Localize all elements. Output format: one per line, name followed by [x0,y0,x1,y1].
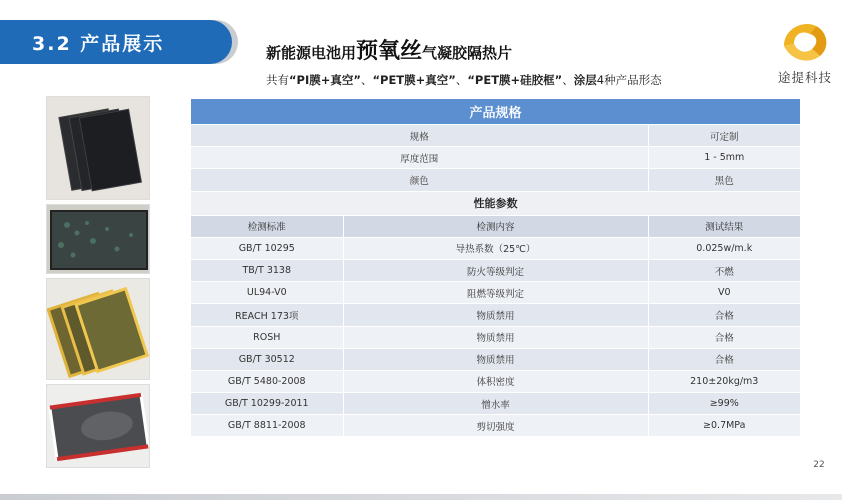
cell-result: 合格 [648,326,801,348]
title-prefix: 新能源电池用 [266,44,357,62]
cell-content: 憎水率 [343,393,648,415]
cell-standard: UL94-V0 [191,282,344,304]
section-banner [0,20,232,64]
spec-label: 规格 [191,125,649,147]
subtitle-form-2: “PET膜+真空” [372,73,456,87]
brand-logo-icon [776,16,834,64]
column-header-content: 检测内容 [343,215,648,237]
table-row [191,393,801,415]
title-highlight: 预氧丝 [356,39,423,64]
subtitle-form-4: 涂层 [573,73,597,87]
perf-header: 性能参数 [191,191,801,215]
cell-standard: GB/T 5480-2008 [191,370,344,392]
cell-result: ≥99% [648,393,801,415]
spec-header-row [191,99,801,125]
product-spec-table [190,98,801,437]
cell-content: 体积密度 [343,370,648,392]
cell-standard: GB/T 30512 [191,348,344,370]
section-number-label: 3.2 产品展示 [32,32,165,55]
cell-content: 阻燃等级判定 [343,282,648,304]
cell-content: 导热系数（25℃） [343,237,648,259]
table-row [191,259,801,281]
cell-result: 210±20kg/m3 [648,370,801,392]
cell-content: 防火等级判定 [343,259,648,281]
subtitle-sep-2: 、 [455,73,468,87]
cell-content: 物质禁用 [343,326,648,348]
subtitle-form-3: “PET膜+硅胶框” [467,73,563,87]
column-header-standard: 检测标准 [191,215,344,237]
cell-result: 合格 [648,348,801,370]
footer-divider [0,494,842,500]
gold-framed-sheets-photo [46,278,150,380]
table-row [191,326,801,348]
column-header-result: 测试结果 [648,215,801,237]
black-sheets-photo [46,96,150,200]
perf-header-row [191,191,801,215]
spec-label: 颜色 [191,169,649,191]
cell-result: ≥0.7MPa [648,415,801,437]
cell-content: 物质禁用 [343,348,648,370]
logo-text: 途提科技 [777,70,832,85]
subtitle-text-2: 4种产品形态 [596,73,662,87]
subtitle-text-1: 共有 [266,73,289,87]
table-row [191,237,801,259]
spec-header: 产品规格 [191,99,801,125]
cell-content: 剪切强度 [343,415,648,437]
table-row [191,304,801,326]
cell-standard: GB/T 10299-2011 [191,393,344,415]
page-title [266,34,512,65]
cell-standard: REACH 173项 [191,304,344,326]
table-row [191,282,801,304]
company-logo [776,16,834,88]
subtitle-sep-3: 、 [562,73,574,87]
cell-standard: GB/T 8811-2008 [191,415,344,437]
spec-value: 可定制 [648,125,801,147]
cell-result: 0.025w/m.k [648,237,801,259]
page-subtitle [266,72,662,88]
red-striped-sheet-photo [46,384,150,468]
spec-row [191,169,801,191]
table-row [191,370,801,392]
cell-result: V0 [648,282,801,304]
coated-sheet-photo [46,204,150,274]
product-photos [46,96,150,472]
cell-result: 不燃 [648,259,801,281]
cell-standard: TB/T 3138 [191,259,344,281]
title-suffix: 气凝胶隔热片 [422,44,513,62]
spec-value: 1 - 5mm [648,147,801,169]
cell-standard: ROSH [191,326,344,348]
table-row [191,415,801,437]
table-row [191,348,801,370]
page-number: 22 [804,452,834,482]
spec-row [191,125,801,147]
subtitle-sep-1: 、 [360,73,373,87]
perf-column-header-row [191,215,801,237]
cell-result: 合格 [648,304,801,326]
subtitle-form-1: “PI膜+真空” [289,73,361,87]
spec-label: 厚度范围 [191,147,649,169]
spec-value: 黑色 [648,169,801,191]
cell-content: 物质禁用 [343,304,648,326]
spec-row [191,147,801,169]
cell-standard: GB/T 10295 [191,237,344,259]
